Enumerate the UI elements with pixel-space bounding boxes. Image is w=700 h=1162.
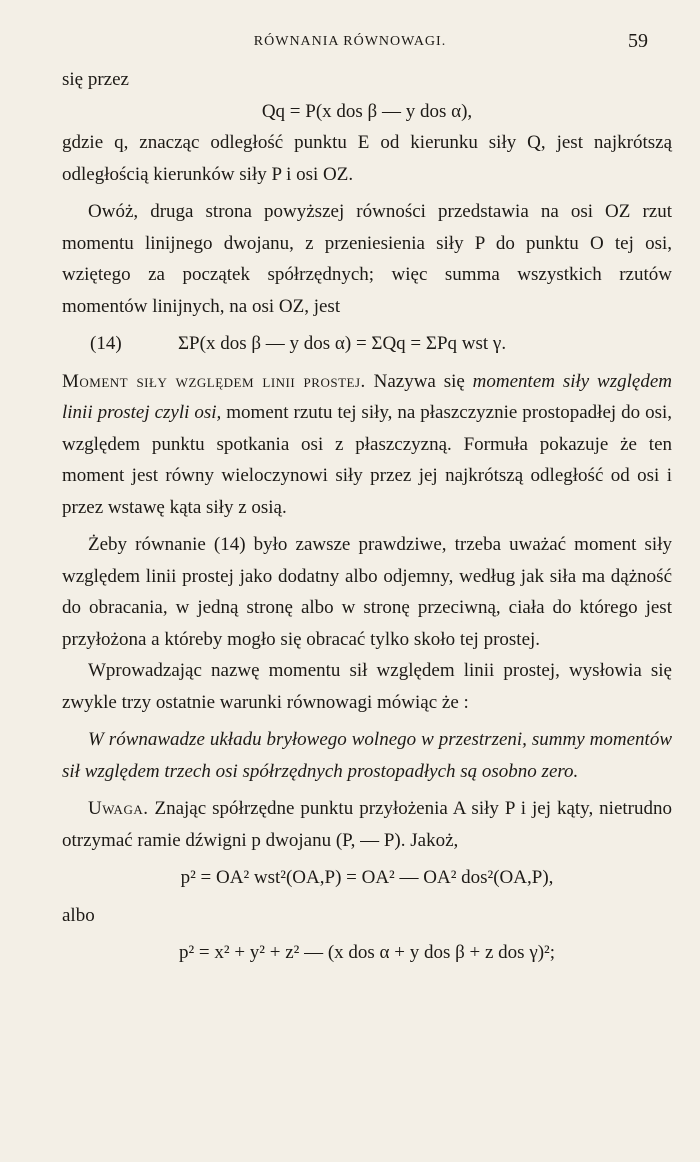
paragraph-gdzie: gdzie q, znacząc odległość punktu E od kierunku siły Q, jest najkrótszą odległością kierunków siły P i osi OZ. <box>62 132 672 185</box>
paragraph-theorem: W równawadze układu bryłowego wolnego w przestrzeni, summy momentów sił względem trzech osi spółrzędnych prostopadłych są osobno zero. <box>62 729 672 782</box>
moment-text-a: Nazywa się <box>373 370 465 392</box>
paragraph-owoz: Owóż, druga strona powyższej równości przedstawia na osi OZ rzut momentu linijnego dwojanu, z przeniesienia siły P do punktu O tej osi, wziętego za początek spółrzędnych; więc summa wszystkich rzutów momentów linijnych, na osi OZ, jest <box>62 201 672 317</box>
equation-14-body: ΣP(x dos β — y dos α) = ΣQq = ΣPq wst γ. <box>178 333 507 354</box>
equation-number: (14) <box>90 333 122 354</box>
section-heading-moment: Moment siły względem linii prostej. <box>62 370 366 392</box>
uwaga-text: Znając spółrzędne punktu przyłożenia A siły P i jej kąty, nietrudno otrzymać ramie dźwigni p dwojanu (P, — P). Jakoż, <box>62 798 673 851</box>
paragraph-wprowadzajac: Wprowadzając nazwę momentu sił względem linii prostej, wysłowia się zwykle trzy ostatnie warunki równowagi mówiąc że : <box>62 660 672 713</box>
paragraph-intro: się przez <box>62 69 129 90</box>
equation-p2-first: p² = OA² wst²(OA,P) = OA² — OA² dos²(OA,P), <box>180 867 554 888</box>
equation-qq: Qq = P(x dos β — y dos α), <box>261 100 473 122</box>
paragraph-zeby: Żeby równanie (14) było zawsze prawdziwe, trzeba uważać moment siły względem linii prostej jako dodatny albo odjemny, według jak siła ma dążność do obracania, w jedną stronę albo w stronę przeciwną, ciała do którego jest przyłożona a któreby mogło się obracać tylko skoło tej prostej. <box>62 534 672 650</box>
paragraph-uwaga <box>62 793 672 856</box>
equation-14 <box>62 328 672 360</box>
page-header <box>0 30 700 58</box>
moment-italic-term: momentem siły względem linii prostej czyli osi, <box>62 370 672 423</box>
section-heading-uwaga: Uwaga. <box>88 798 149 819</box>
page-number: 59 <box>628 30 648 52</box>
moment-text-b: moment rzutu tej siły, na płaszczyznie prostopadłej do osi, względem punktu spotkania osi z płaszczyzną. Formuła pokazuje że ten moment jest równy wieloczynowi siły przez jej najkrótszą odległość od osi i przez wstawę kąta siły z osią. <box>62 402 672 518</box>
equation-p2-second: p² = x² + y² + z² — (x dos α + y dos β + z dos γ)²; <box>178 942 556 963</box>
page-body <box>62 64 672 969</box>
running-title: RÓWNANIA RÓWNOWAGI. <box>253 34 447 49</box>
paragraph-albo: albo <box>62 904 95 926</box>
paragraph-moment-definition <box>62 366 672 524</box>
